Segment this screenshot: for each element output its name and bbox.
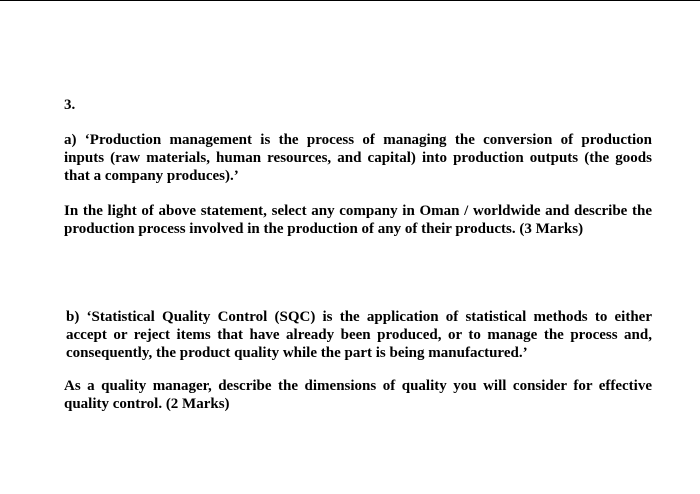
part-b-task-line: As a quality manager, describe the dimensions of quality you will consider for effective [64, 378, 652, 394]
question-number: 3. [64, 97, 76, 113]
part-b-statement [66, 308, 652, 362]
part-a-task-line: production process involved in the production of any of their products. (3 Marks) [64, 221, 584, 237]
part-b-statement-line: accept or reject items that have already been produced, or to manage the process and, [66, 327, 652, 343]
part-b-task-line: quality control. (2 Marks) [64, 396, 230, 412]
part-a-statement-line: inputs (raw materials, human resources, and capital) into production outputs (the goods [64, 150, 652, 166]
part-a-task [64, 202, 652, 238]
part-a-statement-line: a) ‘Production management is the process of managing the conversion of production [64, 132, 652, 148]
part-b-statement-line: b) ‘Statistical Quality Control (SQC) is the application of statistical methods to either [66, 309, 652, 325]
top-border-line [0, 0, 700, 1]
part-a-statement-line: that a company produces).’ [64, 168, 239, 184]
part-b-statement-line: consequently, the product quality while the part is being manufactured.’ [66, 345, 528, 361]
part-b-task [64, 377, 652, 413]
part-a-task-line: In the light of above statement, select any company in Oman / worldwide and describe the [64, 203, 652, 219]
part-a-statement [64, 131, 652, 185]
